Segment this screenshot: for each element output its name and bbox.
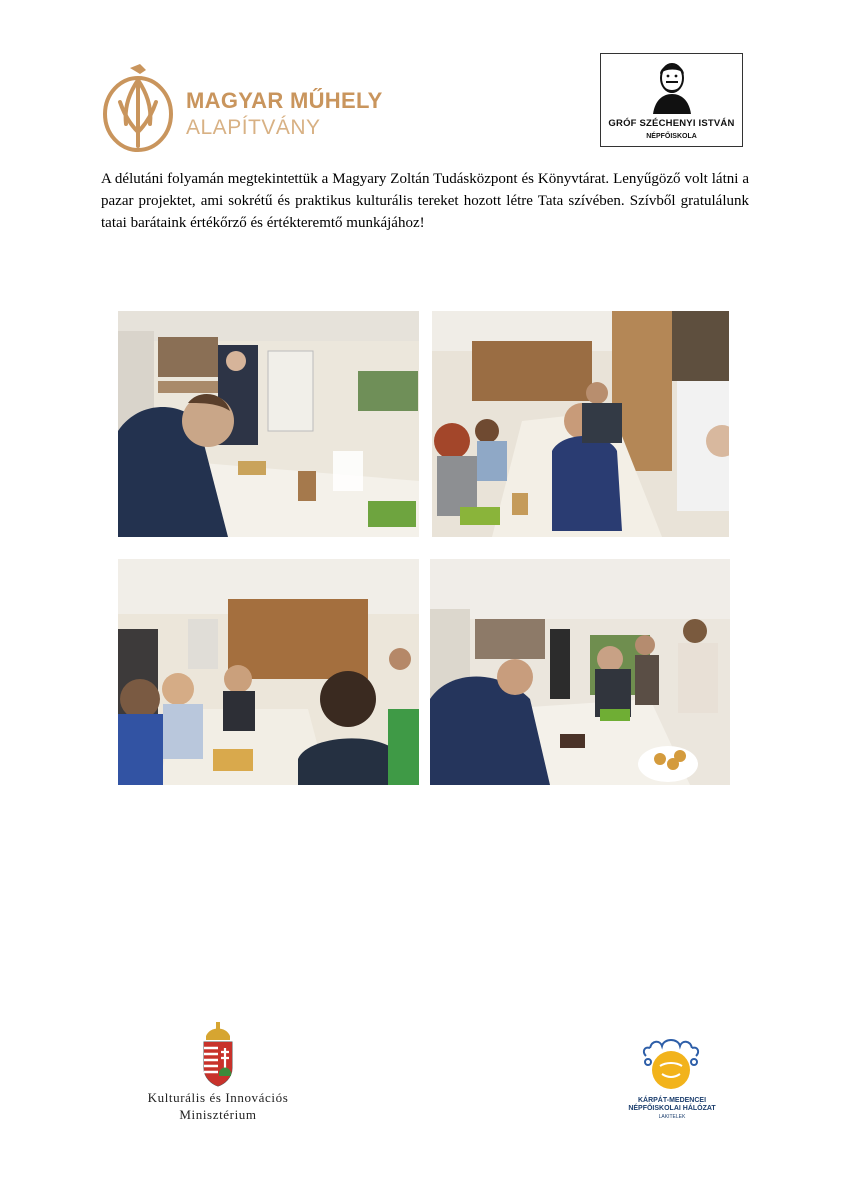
photo-speaker-at-table [118, 311, 419, 537]
photo-room-with-standing-guests [430, 559, 730, 785]
ministry-logo-line1: Kulturális és Innovációs [147, 1090, 289, 1105]
network-logo-line3: LAKITELEK [658, 1114, 686, 1120]
hungarian-coat-of-arms-icon [200, 1022, 236, 1088]
photo-women-at-table [118, 559, 419, 785]
school-logo-line2: NÉPFŐISKOLA [646, 133, 697, 140]
network-logo-line1: KÁRPÁT-MEDENCEI [637, 1097, 707, 1104]
school-logo-line1: GRÓF SZÉCHENYI ISTVÁN [608, 118, 735, 129]
portrait-illustration-icon [647, 58, 697, 114]
network-logo [612, 1034, 732, 1124]
bird-wheat-logo-icon [100, 62, 176, 154]
szechenyi-nepfoiskola-logo [600, 53, 743, 147]
org-logo-line1: MAGYAR MŰHELY [186, 88, 383, 113]
body-paragraph: A délutáni folyamán megtekintettük a Magyary Zoltán Tudásközpont és Könyvtárat. Lenyűgöző volt látni a pazar projektet, ami sokrétű és praktikus kulturális tereket hozott létre Tata szívében. Szívből gratulálunk tatai barátaink értékőrző és értékteremtő munkájához! [101, 171, 749, 231]
org-logo-line2: ALAPÍTVÁNY [186, 116, 321, 139]
folk-ornament-emblem-icon [640, 1034, 702, 1096]
photo-group-at-table [432, 311, 729, 537]
network-logo-line2: NÉPFŐISKOLAI HÁLÓZAT [628, 1105, 716, 1112]
ministry-logo [118, 1022, 318, 1122]
magyar-muhely-logo [100, 62, 383, 154]
ministry-logo-line2: Minisztérium [179, 1107, 257, 1122]
